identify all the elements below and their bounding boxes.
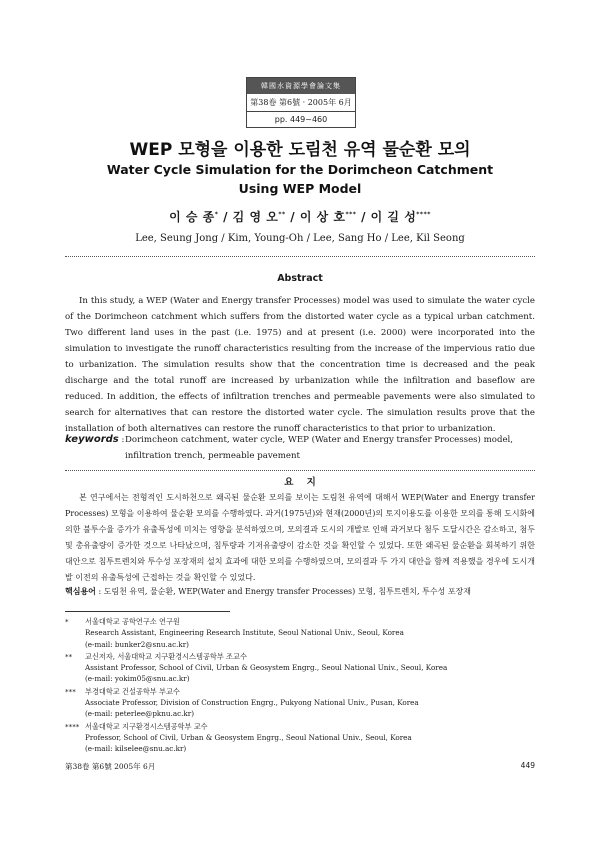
footnote-mark: **	[65, 651, 73, 661]
footnote-3	[65, 686, 535, 720]
footnote-1	[65, 616, 535, 650]
keywords-label: keywords	[65, 434, 119, 445]
keywords-separator: :	[118, 435, 125, 445]
authors-english: Lee, Seung Jong / Kim, Young-Oh / Lee, Sang Ho / Lee, Kil Seong	[135, 233, 465, 244]
footnote-line: Assistant Professor, School of Civil, Urban & Geosystem Engrg., Seoul National Univ., Seoul, Korea	[85, 663, 448, 673]
title-english-line1: Water Cycle Simulation for the Dorimcheon Catchment	[106, 162, 494, 177]
footnote-line: 서울대학교 공학연구소 연구원	[85, 617, 180, 626]
footnote-line: 서울대학교 지구환경시스템공학부 교수	[85, 721, 208, 731]
title-english	[0, 160, 600, 198]
footnotes	[65, 616, 535, 756]
footnote-line: Research Assistant, Engineering Research Institute, Seoul National Univ., Seoul, Korea	[85, 628, 404, 638]
author-4-mark: ****	[416, 211, 431, 218]
footnote-email: (e-mail: kilselee@snu.ac.kr)	[85, 744, 187, 754]
footnote-2	[65, 651, 535, 685]
page-number: 449	[520, 761, 535, 770]
footnote-line: Associate Professor, Division of Construction Engrg., Pukyong National Univ., Pusan, Korea	[85, 698, 419, 708]
author-2-mark: **	[278, 211, 286, 218]
footnote-line: 교신저자, 서울대학교 지구환경시스템공학부 조교수	[85, 651, 247, 661]
footnote-email: (e-mail: yokim05@snu.ac.kr)	[85, 674, 190, 684]
page-footer	[65, 761, 535, 772]
yoji-keywords: 핵심용어 : 도림천 유역, 물순환, WEP(Water and Energy transfer Processes) 모형, 침투트렌치, 투수성 포장재	[65, 587, 472, 596]
journal-name: 韓國水資源學會論文集	[247, 78, 355, 94]
author-3-name: 이 상 호	[299, 210, 346, 224]
abstract-heading: Abstract	[277, 273, 323, 284]
footnote-line: 부경대학교 건설공학부 부교수	[85, 686, 180, 696]
divider-middle	[65, 470, 535, 471]
title-english-line2: Using WEP Model	[238, 181, 362, 196]
yoji-keywords-text: 도림천 유역, 물순환, WEP(Water and Energy transfer Processes) 모형, 침투트렌치, 투수성 포장재	[103, 587, 472, 596]
journal-volume: 第38卷 第6號 · 2005年 6月	[247, 94, 355, 112]
yoji-body: 본 연구에서는 전형적인 도시하천으로 왜곡된 물순환 모의를 보이는 도림천 유역에 대해서 WEP(Water and Energy transfer Processes) 모형을 이용하여 물순환 모의를 수행하였다. 과거(1975년)와 현재(2000년)의 토지이용도를 이용한 모의를 통해 도시화에 의한 불투수율 증가가 유출특성에 미치는 영향을 분석하였으며, 모의결과 도시의 개발로 인해 과거보다 첨두 도달시간은 감소하고, 첨두 및 총유출량이 증가한 것으로 나타났으며, 침투량과 기저유출량이 감소한 것을 확인할 수 있었다. 또한 왜곡된 물순환을 회복하기 위한 대안으로 침투트렌치와 투수성 포장재의 설치 효과에 대한 모의를 수행하였으며, 모의결과 두 가지 대안을 함께 적용했을 경우에 도시개발 이전의 유출특성에 근접하는 것을 확인할 수 있었다.	[65, 493, 535, 582]
author-4-name: 이 길 성	[370, 210, 417, 224]
author-separator: /	[285, 210, 300, 224]
abstract-body: In this study, a WEP (Water and Energy transfer Processes) model was used to simulate the water cycle of the Dorimcheon catchment which suffers from the distorted water cycle as a typical urban catchment. Two different land uses in the past (i.e. 1975) and at present (i.e. 2000) were incorporated into the simulation to investigate the runoff characteristics resulting from the increase of the impervious ratio due to urbanization. The simulation results show that the concentration time is decreased and the peak discharge and the total runoff are increased by urbanization while the infiltration and baseflow are reduced. In addition, the effects of infiltration trenches and permeable pavements were also simulated to search for alternatives that can restore the distorted water cycle. The simulation results prove that the installation of both alternatives can restore the runoff characteristics to that prior to urbanization.	[65, 296, 535, 434]
journal-pages: pp. 449~460	[274, 115, 328, 124]
footnote-email: (e-mail: bunker2@snu.ac.kr)	[85, 639, 189, 649]
footnote-email: (e-mail: peterlee@pknu.ac.kr)	[85, 709, 195, 719]
footnote-rule	[65, 611, 230, 612]
author-3-mark: ***	[345, 211, 357, 218]
author-separator: /	[356, 210, 371, 224]
footnote-mark: ***	[65, 686, 76, 696]
yoji-keywords-label: 핵심용어	[65, 587, 96, 596]
title-korean: WEP 모형을 이용한 도림천 유역 물순환 모의	[129, 140, 471, 160]
keywords-block	[65, 432, 535, 461]
divider-top	[65, 256, 535, 257]
keywords-text: Dorimcheon catchment, water cycle, WEP (Water and Energy transfer Processes) model, infiltration trench, permeable pavement	[125, 435, 514, 461]
author-1-name: 이 승 종	[169, 210, 215, 224]
authors-korean	[0, 208, 600, 225]
author-1-mark: *	[214, 211, 219, 218]
journal-info-box	[246, 77, 356, 128]
author-separator: /	[218, 210, 233, 224]
author-2-name: 김 영 오	[232, 210, 279, 224]
footnote-line: Professor, School of Civil, Urban & Geosystem Engrg., Seoul National Univ., Seoul, Korea	[85, 732, 412, 742]
yoji-heading: 요 지	[284, 477, 316, 488]
footer-issue: 第38卷 第6號 2005年 6月	[65, 762, 156, 771]
footnote-mark: ****	[65, 721, 80, 731]
footnote-4	[65, 721, 535, 755]
footnote-mark: *	[65, 617, 69, 626]
